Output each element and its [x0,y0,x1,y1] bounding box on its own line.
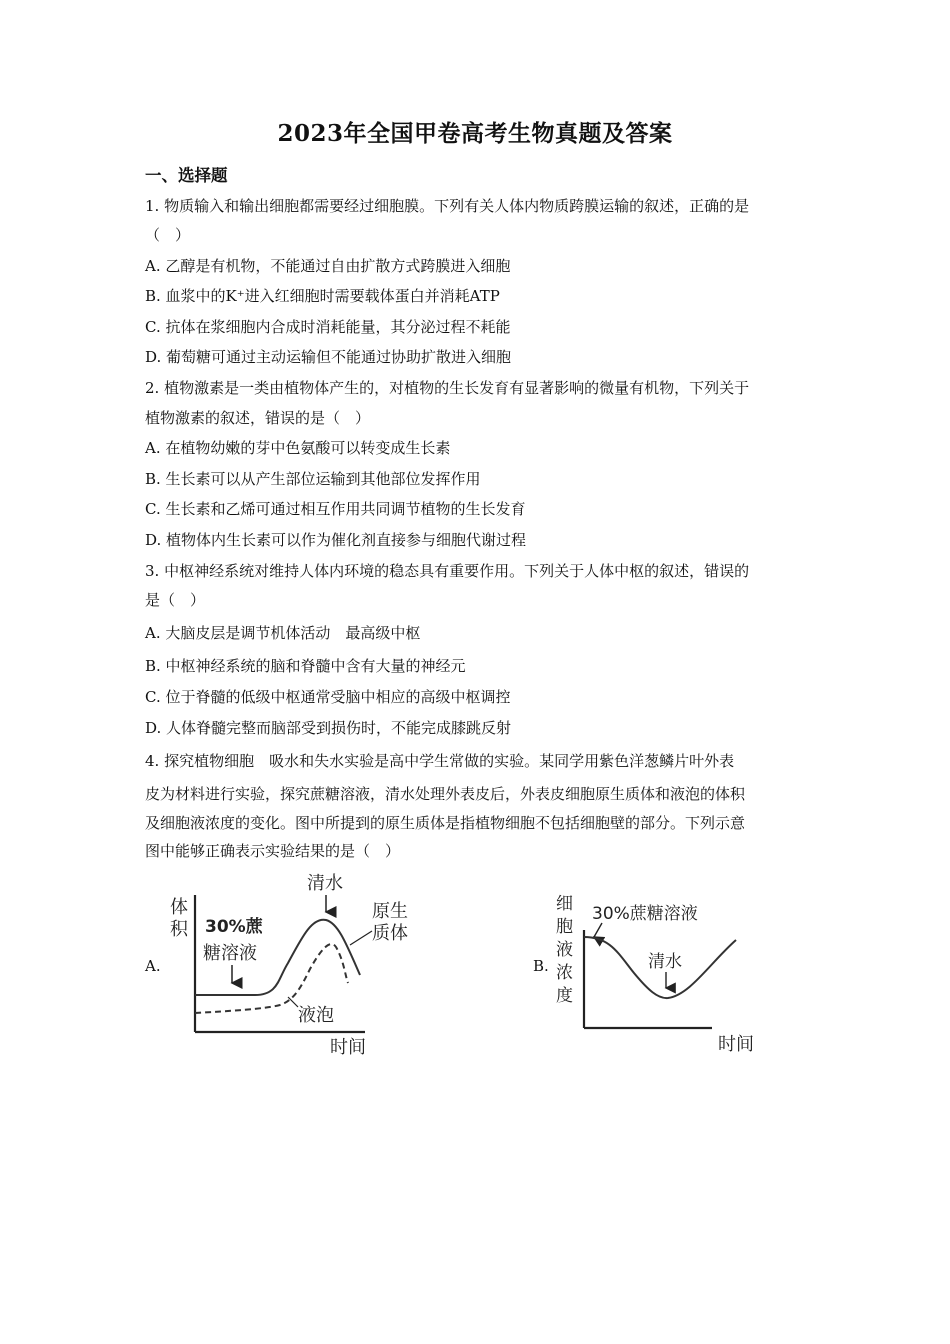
figure-a-protoplast-pointer [350,931,372,945]
question-2-option-d: D. 植物体内生长素可以作为催化剂直接参与细胞代谢过程 [145,531,527,549]
question-1-stem-line-2: （ ） [145,226,191,244]
figure-a-y-label-2: 积 [170,919,188,940]
question-3-stem-line-2: 是（ ） [145,591,206,609]
question-2-option-b: B. 生长素可以从产生部位运输到其他部位发挥作用 [145,470,481,488]
figure-a-diagram [160,865,430,1060]
question-3-stem-line-1: 3. 中枢神经系统对维持人体内环境的稳态具有重要作用。下列关于人体中枢的叙述，错误的 [145,562,750,580]
question-3-option-c: C. 位于脊髓的低级中枢通常受脑中相应的高级中枢调控 [145,688,511,706]
figure-a-y-label-1: 体 [170,897,188,918]
figure-b-sucrose-arrow [594,923,602,937]
question-1-option-a: A. 乙醇是有机物，不能通过自由扩散方式跨膜进入细胞 [145,257,511,275]
question-3-option-d: D. 人体脊髓完整而脑部受到损伤时，不能完成膝跳反射 [145,719,512,737]
page-title: 2023年全国甲卷高考生物真题及答案 [277,120,673,147]
figure-a-option-label: A. [145,957,161,975]
figure-b-y-label-1: 细 [556,894,573,914]
question-4-stem-line-4: 图中能够正确表示实验结果的是（ ） [145,842,401,860]
figure-b-y-label-3: 液 [556,940,573,960]
section-heading: 一、选择题 [145,166,228,185]
question-4-stem-line-3: 及细胞液浓度的变化。图中所提到的原生质体是指植物细胞不包括细胞壁的部分。下列示意 [145,814,746,832]
figure-b [550,885,770,1060]
figure-a-vacuole-label: 液泡 [298,1005,334,1026]
figure-a [160,865,430,1060]
question-4-stem-line-2: 皮为材料进行实验，探究蔗糖溶液，清水处理外表皮后，外表皮细胞原生质体和液泡的体积 [145,785,746,803]
question-1-stem-line-1: 1. 物质输入和输出细胞都需要经过细胞膜。下列有关人体内物质跨膜运输的叙述，正确的是 [145,197,750,215]
figure-b-y-label-5: 度 [556,986,573,1006]
figure-a-water-label: 清水 [307,873,343,894]
question-2-stem-line-2: 植物激素的叙述，错误的是（ ） [145,409,371,427]
figure-b-option-label: B. [533,957,549,975]
figure-b-diagram [550,885,770,1060]
question-4-stem-line-1: 4. 探究植物细胞 吸水和失水实验是高中学生常做的实验。某同学用紫色洋葱鳞片叶外表 [145,752,735,770]
question-1-option-c: C. 抗体在浆细胞内合成时消耗能量，其分泌过程不耗能 [145,318,511,336]
figure-b-x-label: 时间 [718,1034,754,1055]
question-3-option-b: B. 中枢神经系统的脑和脊髓中含有大量的神经元 [145,657,466,675]
figure-b-y-label-2: 胞 [556,917,573,937]
figure-b-y-label-4: 浓 [556,963,573,983]
question-1-option-b: B. 血浆中的K⁺进入红细胞时需要载体蛋白并消耗ATP [145,287,500,305]
figure-a-sucrose-label-2: 糖溶液 [203,943,257,964]
figure-a-sucrose-label-1: 30%蔗 [205,917,263,937]
question-1-option-d: D. 葡萄糖可通过主动运输但不能通过协助扩散进入细胞 [145,348,512,366]
question-2-stem-line-1: 2. 植物激素是一类由植物体产生的，对植物的生长发育有显著影响的微量有机物，下列关于 [145,379,750,397]
question-2-option-a: A. 在植物幼嫩的芽中色氨酸可以转变成生长素 [145,439,451,457]
figure-a-protoplast-label-2: 质体 [372,923,408,944]
figure-b-sucrose-label: 30%蔗糖溶液 [592,904,698,924]
figure-a-vacuole-pointer [288,997,298,1007]
question-2-option-c: C. 生长素和乙烯可通过相互作用共同调节植物的生长发育 [145,500,526,518]
figure-a-protoplast-label-1: 原生 [372,901,408,922]
figure-b-water-label: 清水 [648,952,682,972]
question-3-option-a: A. 大脑皮层是调节机体活动 最高级中枢 [145,624,421,642]
figure-a-x-label: 时间 [330,1037,366,1058]
